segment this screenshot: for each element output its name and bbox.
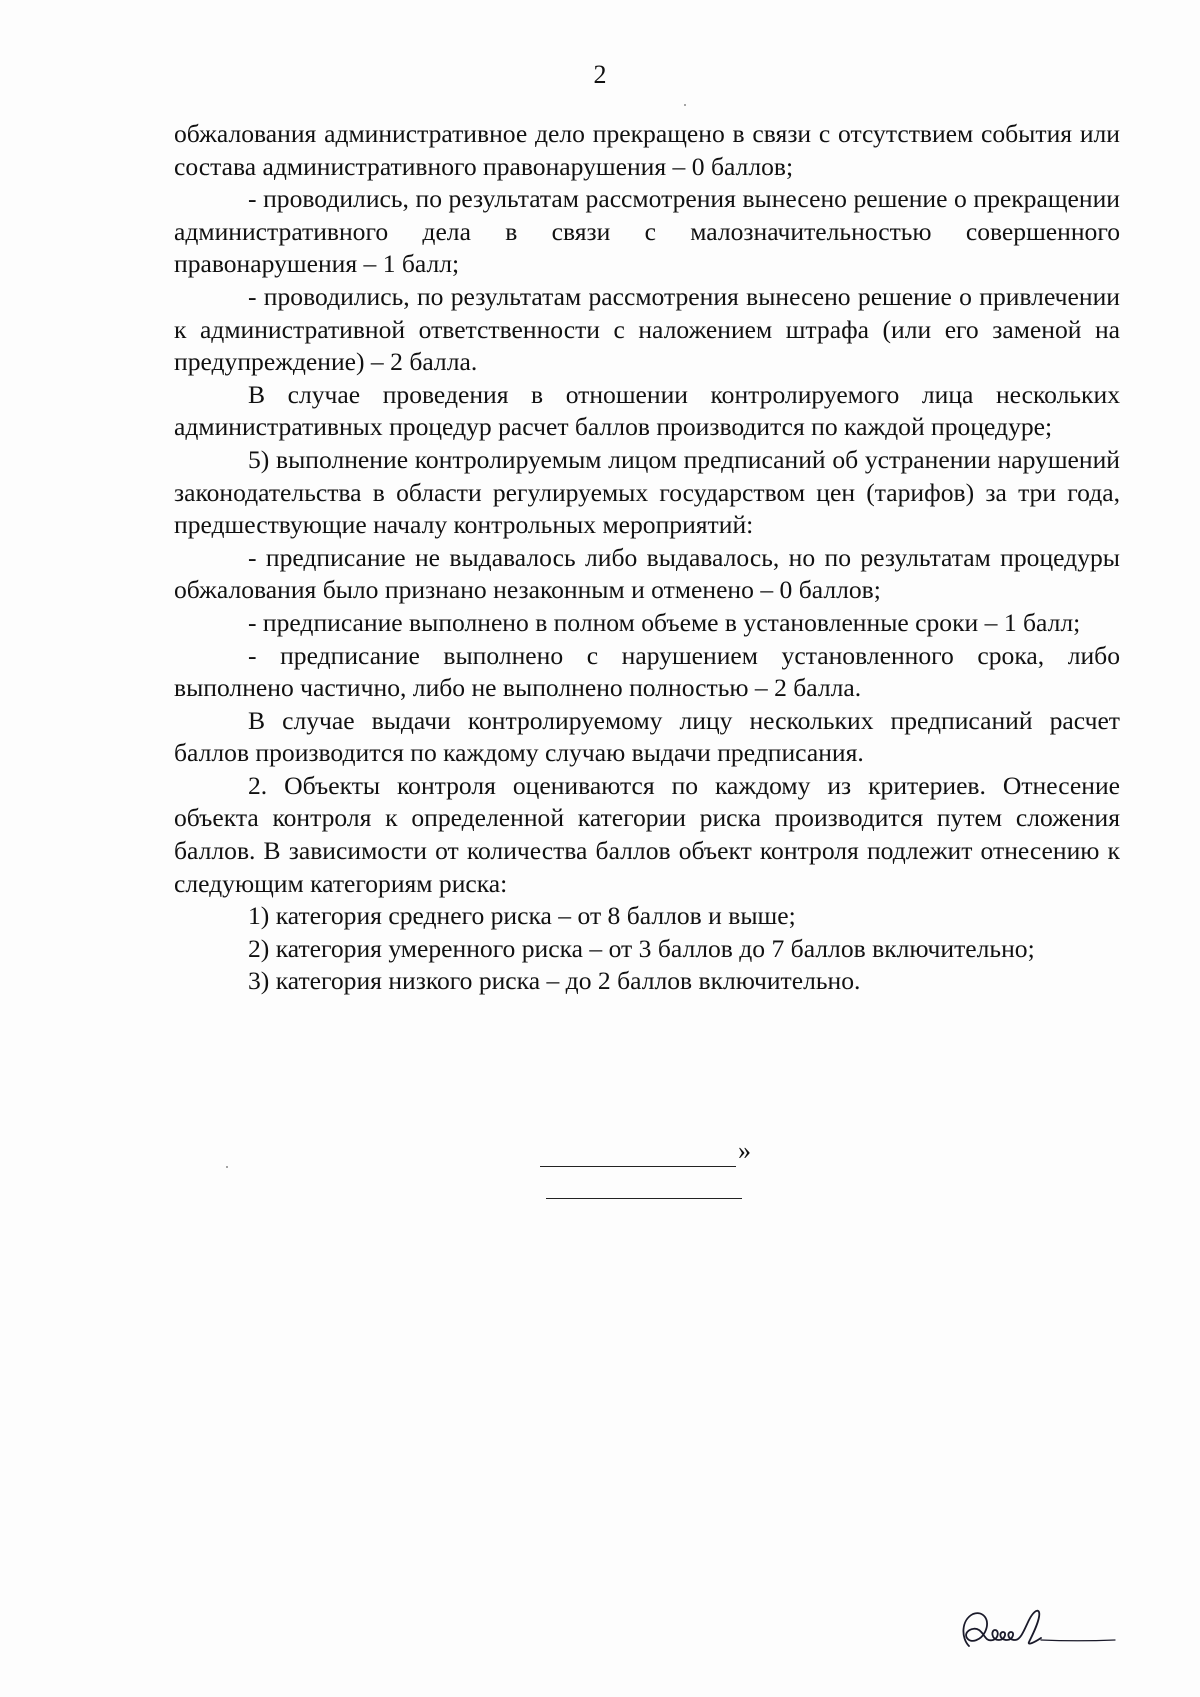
paragraph: 3) категория низкого риска – до 2 баллов включительно. [248, 966, 861, 996]
paragraph: 2. Объекты контроля оцениваются по каждому из критериев. Отнесение объекта контроля к определенной категории риска производится путем сложения баллов. В зависимости от количества баллов объект контроля подлежит отнесению к следующим категориям риска: [174, 770, 1120, 898]
document-body [174, 118, 1120, 998]
closing-rule [540, 1166, 736, 1167]
paragraph: - предписание выполнено с нарушением установленного срока, либо выполнено частично, либо не выполнено полностью – 2 балла. [174, 640, 1120, 703]
page-number: 2 [593, 60, 607, 89]
closing-rule [546, 1198, 742, 1199]
signature-icon [955, 1598, 1135, 1660]
paragraph: - предписание выполнено в полном объеме в установленные сроки – 1 балл; [248, 607, 1081, 637]
paragraph: В случае выдачи контролируемому лицу нескольких предписаний расчет баллов производится по каждому случаю выдачи предписания. [174, 705, 1120, 768]
paragraph: 5) выполнение контролируемым лицом предписаний об устранении нарушений законодательства в области регулируемых государством цен (тарифов) за три года, предшествующие началу контрольных мероприятий: [174, 444, 1120, 540]
paragraph: 1) категория среднего риска – от 8 баллов и выше; [248, 901, 796, 931]
paragraph: - предписание не выдавалось либо выдавалось, но по результатам процедуры обжалования было признано незаконным и отменено – 0 баллов; [174, 542, 1120, 605]
paragraph: В случае проведения в отношении контролируемого лица нескольких административных процедур расчет баллов производится по каждой процедуре; [174, 379, 1120, 442]
paragraph: - проводились, по результатам рассмотрения вынесено решение о прекращении административного дела в связи с малозначительностью совершенного правонарушения – 1 балл; [174, 184, 1120, 279]
scan-speck [684, 104, 686, 106]
paragraph: - проводились, по результатам рассмотрения вынесено решение о привлечении к административной ответственности с наложением штрафа (или его заменой на предупреждение) – 2 балла. [174, 281, 1120, 377]
paragraph: 2) категория умеренного риска – от 3 баллов до 7 баллов включительно; [248, 933, 1035, 963]
scan-speck [226, 1166, 228, 1168]
closing-quote: » [738, 1136, 751, 1165]
closing-mark [540, 1136, 800, 1216]
paragraph: обжалования административное дело прекращено в связи с отсутствием события или состава административного правонарушения – 0 баллов; [174, 119, 1120, 181]
